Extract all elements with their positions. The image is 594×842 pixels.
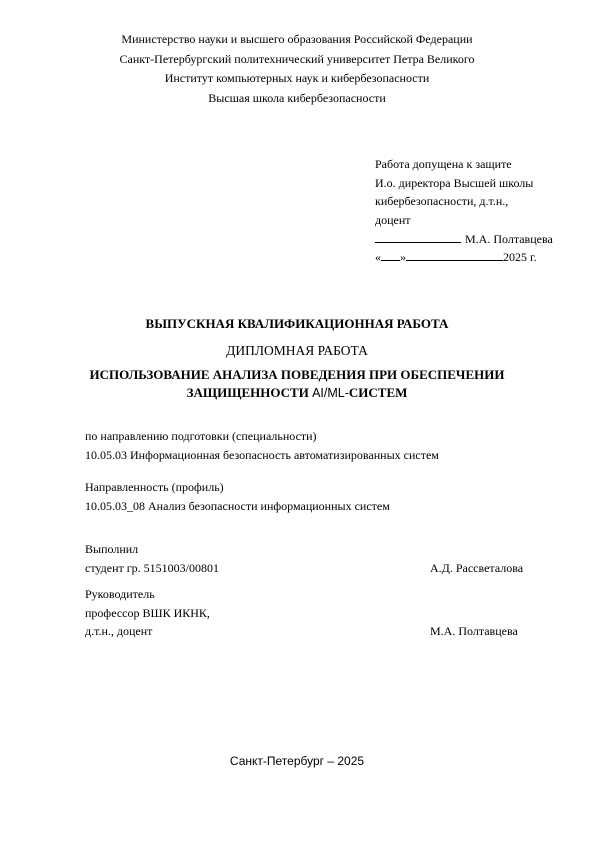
performer-label: Выполнил [85, 542, 139, 556]
work-topic [0, 366, 594, 402]
profile-block [85, 478, 390, 516]
performer-position: студент гр. 5151003/00801 [85, 560, 220, 575]
topic-line-1: ИСПОЛЬЗОВАНИЕ АНАЛИЗА ПОВЕДЕНИЯ ПРИ ОБЕСПЕЧЕНИИ [89, 367, 505, 382]
approval-line-2: И.о. директора Высшей школы [375, 175, 534, 190]
supervisor-block [85, 585, 540, 641]
signature-line [375, 232, 461, 243]
university-line: Санкт-Петербургский политехнический университет Петра Великого [119, 51, 475, 66]
supervisor-label: Руководитель [85, 587, 155, 601]
profile-label: Направленность (профиль) [85, 480, 224, 494]
approval-date [375, 248, 553, 267]
date-year: 2025 г. [503, 250, 537, 265]
approval-line-1: Работа допущена к защите [375, 157, 512, 171]
approval-line-4: доцент [375, 213, 411, 228]
school-line: Высшая школа кибербезопасности [208, 90, 386, 105]
work-type-title: ВЫПУСКНАЯ КВАЛИФИКАЦИОННАЯ РАБОТА [145, 316, 449, 331]
month-blank [406, 250, 503, 261]
direction-value: 10.05.03 Информационная безопасность автоматизированных систем [85, 448, 439, 462]
city-year: Санкт-Петербург – 2025 [229, 754, 365, 768]
institute-line: Институт компьютерных наук и кибербезопасности [164, 71, 430, 85]
date-open-quote: « [375, 250, 381, 265]
performer-block [85, 540, 540, 577]
supervisor-name: М.А. Полтавцева [430, 624, 518, 638]
topic-line-2-suffix: СИСТЕМ [348, 385, 408, 400]
performer-name: А.Д. Рассветалова [430, 560, 524, 575]
profile-value: 10.05.03_08 Анализ безопасности информационных систем [85, 499, 390, 513]
approval-line-3: кибербезопасности, д.т.н., [375, 194, 509, 209]
direction-block [85, 427, 439, 465]
date-close-quote: » [400, 250, 406, 265]
topic-line-2-prefix: ЗАЩИЩЕННОСТИ [186, 385, 313, 400]
day-blank [381, 250, 400, 261]
supervisor-position-2: д.т.н., доцент [85, 624, 153, 638]
topic-line-2-acronym: AI/ML- [312, 386, 349, 400]
ministry-line: Министерство науки и высшего образования Российской Федерации [121, 32, 473, 46]
topic-line-2 [0, 384, 594, 402]
ministry-header [0, 30, 594, 108]
approval-signature [375, 230, 553, 249]
direction-label: по направлению подготовки (специальности) [85, 429, 317, 443]
approval-block [375, 155, 553, 267]
approval-signature-name: М.А. Полтавцева [465, 231, 553, 246]
work-subtype: ДИПЛОМНАЯ РАБОТА [226, 343, 368, 358]
supervisor-position-1: профессор ВШК ИКНК, [85, 605, 210, 620]
